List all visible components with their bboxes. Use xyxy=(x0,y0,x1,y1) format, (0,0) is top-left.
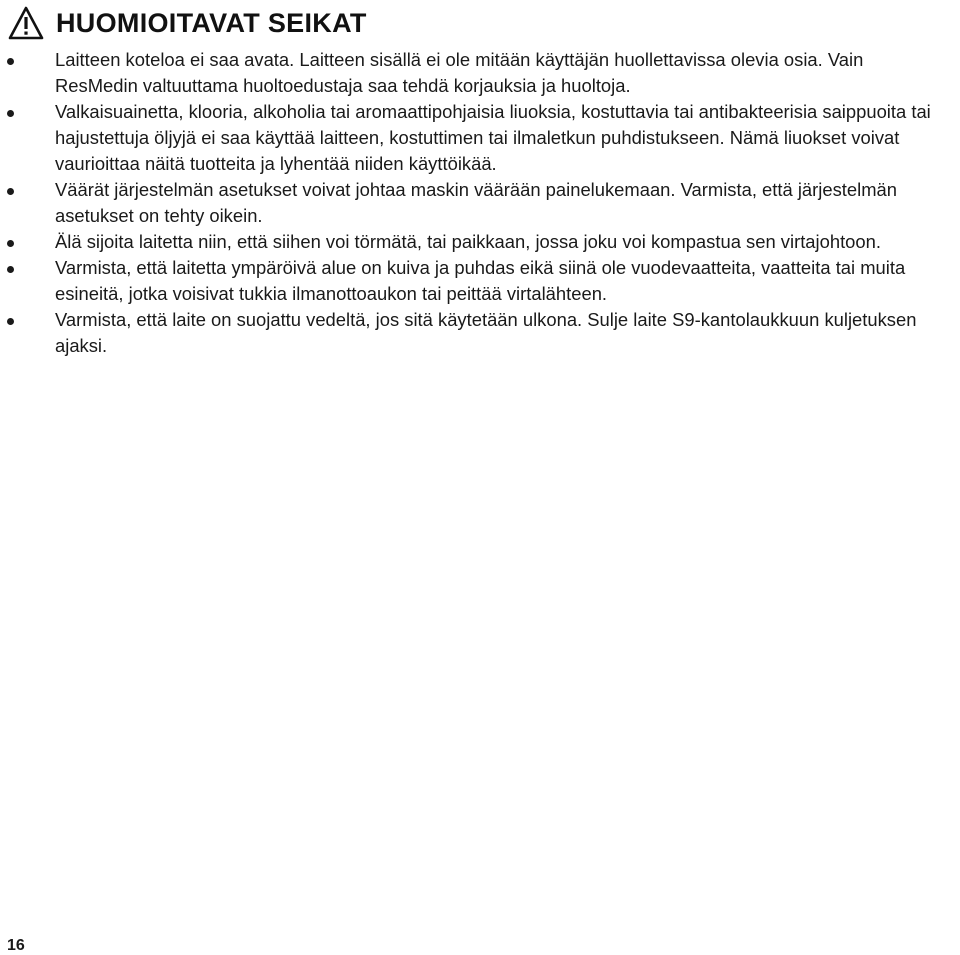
list-item-text: Valkaisuainetta, klooria, alkoholia tai aromaattipohjaisia liuoksia, kostuttavia tai antibakteerisia saippuoita tai hajustettuja öljyjä ei saa käyttää laitteen, kostuttimen tai ilmaletkun puhdistukseen. Nämä liuokset voivat vaurioittaa näitä tuotteita ja lyhentää niiden käyttöikää. xyxy=(55,101,931,174)
list-item-text: Varmista, että laite on suojattu vedeltä, jos sitä käytetään ulkona. Sulje laite S9-kantolaukkuun kuljetuksen ajaksi. xyxy=(55,309,917,356)
bullet-icon xyxy=(7,318,14,325)
list-item xyxy=(0,255,950,307)
list-item-text: Varmista, että laitetta ympäröivä alue on kuiva ja puhdas eikä siinä ole vuodevaatteita, vaatteita tai muita esineitä, jotka voisivat tukkia ilmanottoaukon tai peittää virtalähteen. xyxy=(55,257,906,304)
bullet-icon xyxy=(7,110,14,117)
page-number: 16 xyxy=(7,937,25,954)
bullet-icon xyxy=(7,58,14,65)
list-item xyxy=(0,99,950,177)
warning-triangle-icon xyxy=(8,6,44,40)
bullet-icon xyxy=(7,240,14,247)
list-item-text: Väärät järjestelmän asetukset voivat johtaa maskin väärään painelukemaan. Varmista, että järjestelmän asetukset on tehty oikein. xyxy=(55,179,897,226)
list-item xyxy=(0,47,950,99)
list-item xyxy=(0,177,950,229)
list-item-text: Älä sijoita laitetta niin, että siihen voi törmätä, tai paikkaan, jossa joku voi kompastua sen virtajohtoon. xyxy=(55,231,881,252)
page-title: HUOMIOITAVAT SEIKAT xyxy=(56,8,367,38)
section-header xyxy=(8,6,367,40)
bullet-icon xyxy=(7,188,14,195)
bullet-icon xyxy=(7,266,14,273)
caution-list xyxy=(0,47,950,359)
list-item xyxy=(0,229,950,255)
list-item-text: Laitteen koteloa ei saa avata. Laitteen sisällä ei ole mitään käyttäjän huollettavissa olevia osia. Vain ResMedin valtuuttama huoltoedustaja saa tehdä korjauksia ja huoltoja. xyxy=(55,49,864,96)
list-item xyxy=(0,307,950,359)
